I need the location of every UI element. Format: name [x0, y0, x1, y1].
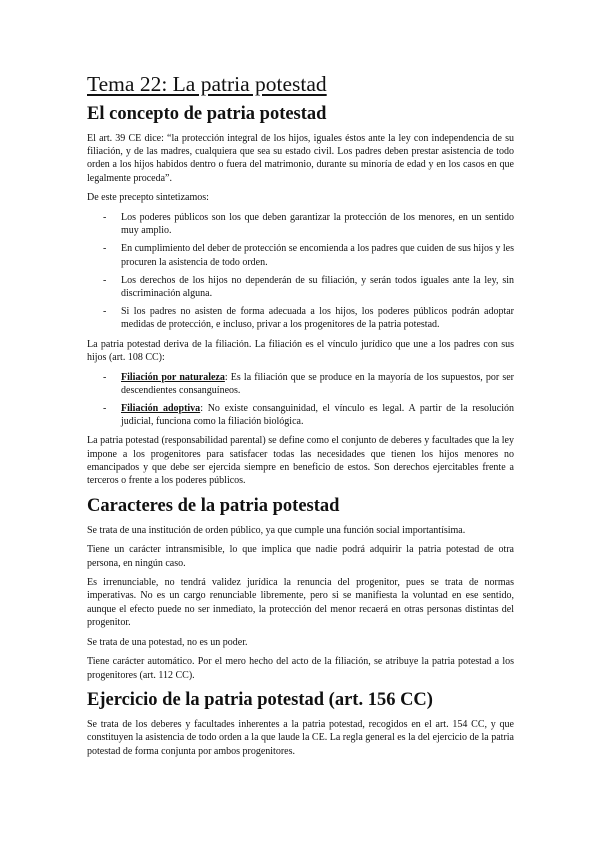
list-item: [87, 211, 514, 237]
term-filiacion-adoptiva: Filiación adoptiva: [121, 402, 201, 414]
term-definition: : Es la filiación que se produce en la mayoría de los supuestos, por ser descendientes consanguíneos.: [121, 371, 515, 396]
dash-bullet: -: [103, 306, 107, 318]
bullet-list-filiacion: [87, 371, 514, 429]
dash-bullet: -: [103, 243, 107, 255]
section-heading-concepto: El concepto de patria potestad: [87, 104, 327, 124]
dash-bullet: -: [103, 274, 107, 286]
term-definition: : No existe consanguinidad, el vínculo es legal. A partir de la resolución judicial, funciona como la filiación biológica.: [121, 402, 515, 428]
paragraph-potestad: Se trata de una potestad, no es un poder.: [87, 636, 248, 648]
paragraph-definicion: La patria potestad (responsabilidad parental) se define como el conjunto de deberes y facultades que la ley impone a los progenitores para satisfacer todas las necesidades que tienen los hijos menores no emancipados y que debe ser ejercida siempre en beneficio de estos. Son derechos ejercitables frente a terceros o frente a los poderes públicos.: [87, 435, 514, 486]
list-item: [87, 402, 514, 428]
list-item-text: Si los padres no asisten de forma adecuada a los hijos, los poderes públicos podrán adoptar medidas de protección, e incluso, privar a los progenitores de la patria potestad.: [121, 306, 514, 331]
paragraph-orden-publico: Se trata de una institución de orden público, ya que cumple una función social importantísima.: [87, 524, 466, 536]
section-heading-ejercicio: Ejercicio de la patria potestad (art. 156 CC): [87, 690, 433, 711]
bullet-list-precepto: [87, 211, 514, 332]
list-item-text: En cumplimiento del deber de protección se encomienda a los padres que cuiden de sus hijos y les procuren la asistencia de todo orden.: [121, 243, 514, 268]
list-item-text: Los derechos de los hijos no dependerán de su filiación, y serán todos iguales ante la ley, sin discriminación alguna.: [121, 274, 514, 300]
section-heading-caracteres: Caracteres de la patria potestad: [87, 495, 340, 516]
paragraph-filiacion: La patria potestad deriva de la filiación. La filiación es el vínculo jurídico que une a los padres con sus hijos (art. 108 CC):: [87, 338, 514, 363]
paragraph-sintetizamos: De este precepto sintetizamos:: [87, 192, 209, 204]
list-item-text: Los poderes públicos son los que deben garantizar la protección de los menores, en un sentido muy amplio.: [121, 212, 514, 237]
paragraph-automatico: Tiene carácter automático. Por el mero hecho del acto de la filiación, se atribuye la patria potestad a los progenitores (art. 112 CC).: [87, 656, 514, 681]
list-item: [87, 242, 514, 268]
paragraph-ejercicio: Se trata de los deberes y facultades inherentes a la patria potestad, recogidos en el art. 154 CC, y que constituyen la asistencia de todo orden a la que laude la CE. La regla general es la del ejercicio de la patria potestad de forma conjunta por ambos progenitores.: [87, 719, 514, 757]
dash-bullet: -: [103, 371, 107, 383]
list-item: [87, 305, 514, 331]
paragraph-intransmisible: Tiene un carácter intransmisible, lo que implica que nadie podrá adquirir la patria potestad de otra persona, en ningún caso.: [87, 544, 514, 569]
dash-bullet: -: [103, 212, 107, 224]
document-title: Tema 22: La patria potestad: [87, 72, 327, 96]
dash-bullet: -: [103, 402, 107, 414]
list-item: [87, 274, 514, 300]
paragraph-irrenunciable: Es irrenunciable, no tendrá validez jurídica la renuncia del progenitor, pues se trata de normas imperativas. No es un cargo renunciable libremente, pero si se manifiesta la voluntad en ese sentido, aunque el efecto puede no ser inmediato, la protección del menor recaerá en otras personas distintas del progenitor.: [87, 577, 514, 628]
list-item: [87, 371, 514, 397]
term-filiacion-naturaleza: Filiación por naturaleza: [121, 371, 225, 383]
paragraph-art39: El art. 39 CE dice: “la protección integral de los hijos, iguales éstos ante la ley con independencia de su filiación, y de las madres, cualquiera que sea su estado civil. Los padres deben prestar asistencia de todo orden a los hijos habidos dentro o fuera del matrimonio, durante su minoría de edad y en los casos en que legalmente proceda”.: [87, 133, 514, 184]
document-page: [87, 70, 514, 764]
